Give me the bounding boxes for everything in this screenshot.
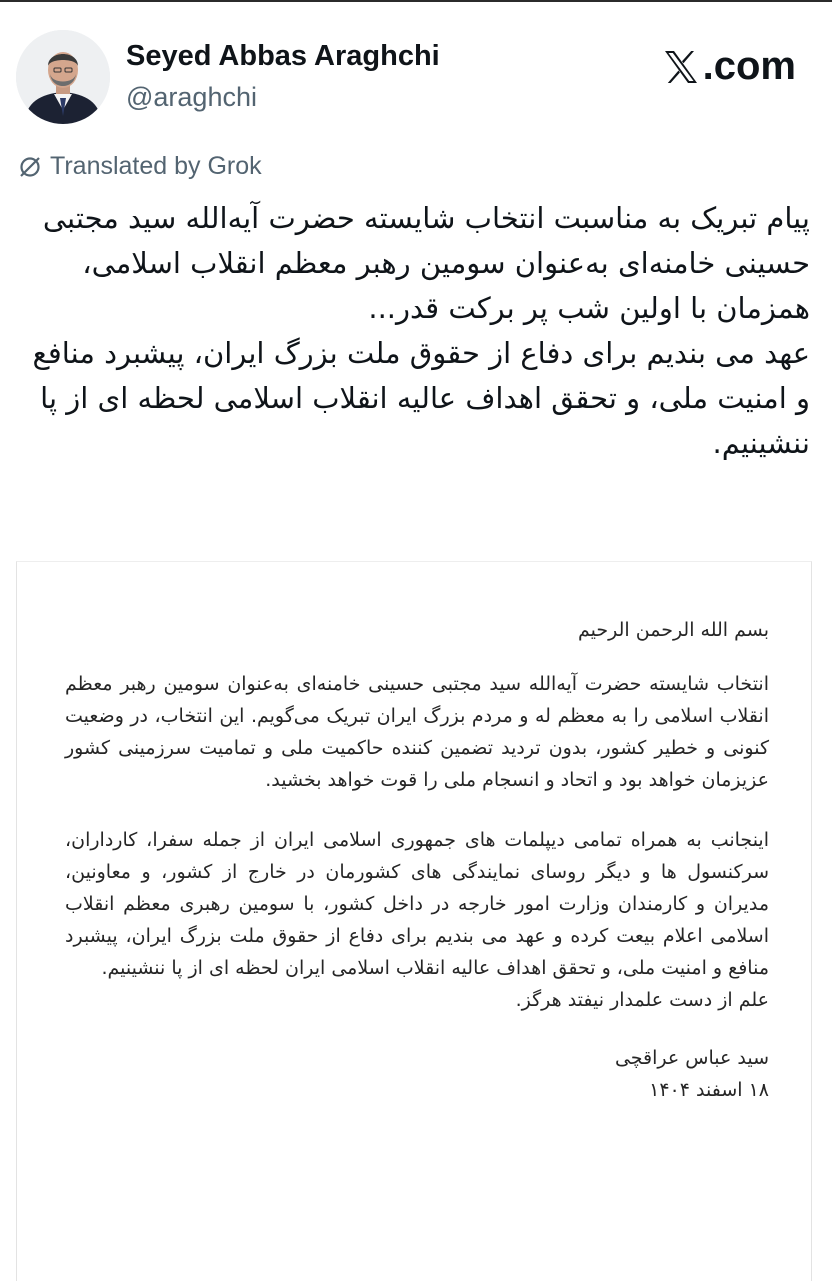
tweet-paragraph: عهد می بندیم برای دفاع از حقوق ملت بزرگ ایران، پیشبرد منافع و امنیت ملی، و تحقق اهداف عالیه انقلاب اسلامی لحظه ای از پا ننشینیم. [32,336,810,460]
profile-photo [16,30,110,124]
author-handle[interactable]: @araghchi [126,82,257,112]
author-name[interactable]: Seyed Abbas Araghchi [126,40,440,72]
tweet-body [14,196,810,466]
top-divider [0,0,832,2]
letter-signature-date: ۱۸ اسفند ۱۴۰۴ [649,1079,769,1101]
tweet-paragraph: پیام تبریک به مناسبت انتخاب شایسته حضرت آیه‌الله سید مجتبی حسینی خامنه‌ای به‌عنوان سومین رهبر معظم انقلاب اسلامی، همزمان با اولین شب پر برکت قدر... [42,201,810,325]
brand-domain: .com [702,44,796,88]
letter-signature-name: سید عباس عراقچی [614,1047,769,1069]
avatar[interactable] [16,30,110,124]
brand-logo [661,44,796,89]
translation-notice[interactable] [18,152,262,181]
letter-motto: علم از دست علمدار نیفتد هرگز. [515,989,769,1011]
grok-icon [18,155,42,179]
attached-letter-image[interactable] [16,561,812,1281]
letter-paragraph: اینجانب به همراه تمامی دیپلمات های جمهوری اسلامی ایران از جمله سفرا، کارداران، سرکنسول ها و دیگر روسای نمایندگی های کشورمان در خارج از کشور، و معاونین، مدیران و کارمندان وزارت امور خارجه در داخل کشور، با سومین رهبری معظم انقلاب اسلامی اعلام بیعت کرده و عهد می بندیم برای دفاع از حقوق ملت بزرگ ایران، پیشبرد منافع و امنیت ملی، و تحقق اهداف عالیه انقلاب اسلامی ایران لحظه ای از پا ننشینیم. [65,829,769,979]
letter-basmala: بسم الله الرحمن الرحیم [578,619,769,641]
x-logo-icon [661,47,701,87]
translation-label: Translated by Grok [50,152,262,180]
letter-content [65,614,769,1106]
letter-paragraph: انتخاب شایسته حضرت آیه‌الله سید مجتبی حسینی خامنه‌ای به‌عنوان سومین رهبر معظم انقلاب اسلامی را به معظم له و مردم بزرگ ایران تبریک می‌گویم. این انتخاب، در وضعیت کنونی و خطیر کشور، بدون تردید تضمین کننده حاکمیت ملی و تمامیت سرزمینی کشور عزیزمان خواهد بود و اتحاد و انسجام ملی را قوت خواهد بخشید. [65,673,769,791]
